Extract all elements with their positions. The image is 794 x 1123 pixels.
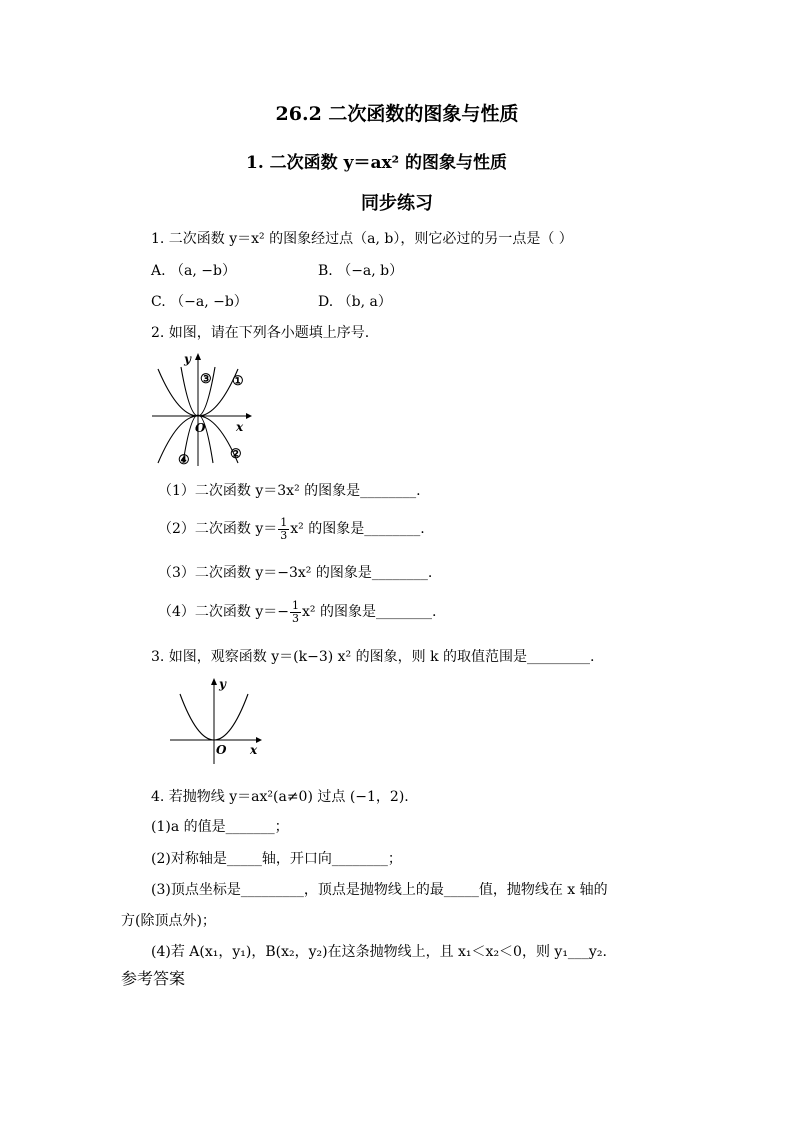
x-axis-arrow-icon — [246, 413, 252, 419]
question-1-option-a: A. （a, −b） — [151, 263, 236, 279]
question-3-figure — [166, 674, 266, 766]
question-2-part-4 — [158, 597, 436, 627]
question-4-part-1: (1)a 的值是_______； — [151, 819, 289, 835]
y-axis-arrow-icon — [195, 353, 201, 360]
page-title: 26.2 二次函数的图象与性质 — [275, 103, 519, 125]
question-2-part-3: （3）二次函数 y＝−3x² 的图象是________. — [158, 565, 433, 581]
curve-label-4: ④ — [178, 453, 190, 468]
fraction-denominator: 3 — [280, 528, 288, 542]
y-axis-arrow-icon — [211, 678, 217, 685]
question-4-stem: 4. 若抛物线 y＝ax²(a≠0) 过点 (−1，2). — [151, 789, 409, 805]
question-2-stem: 2. 如图，请在下列各小题填上序号. — [151, 325, 370, 341]
question-4-part-4: (4)若 A(x₁，y₁)，B(x₂，y₂)在这条抛物线上，且 x₁＜x₂＜0，则 y₁___y₂. — [151, 944, 607, 960]
question-1-option-d: D. （b, a） — [318, 294, 392, 310]
x-axis-label: x — [250, 743, 258, 757]
origin-label: O — [195, 421, 206, 435]
fraction-denominator: 3 — [292, 611, 299, 625]
question-1-option-b: B. （−a, b） — [318, 263, 404, 279]
fraction-one-third — [278, 517, 289, 542]
question-4-part-2: (2)对称轴是_____轴，开口向________； — [151, 851, 402, 867]
curve-label-2: ② — [230, 447, 242, 462]
fraction-one-third — [290, 600, 301, 625]
question-4-part-3-continued: 方(除顶点外)； — [121, 913, 216, 929]
question-2-part-4-prefix: （4）二次函数 y＝− — [158, 604, 289, 620]
question-3-stem: 3. 如图，观察函数 y＝(k−3) x² 的图象，则 k 的取值范围是_________. — [151, 649, 595, 665]
question-2-part-2-suffix: x² 的图象是________. — [290, 521, 425, 537]
exercise-heading: 同步练习 — [361, 193, 433, 214]
y-axis-label: y — [184, 352, 191, 366]
curve-label-1: ① — [232, 374, 244, 389]
origin-label: O — [216, 743, 227, 757]
question-1-stem: 1. 二次函数 y＝x² 的图象经过点（a, b），则它必过的另一点是（ ） — [151, 231, 573, 247]
section-subtitle: 1. 二次函数 y＝ax² 的图象与性质 — [246, 153, 507, 173]
question-2-part-2-prefix: （2）二次函数 y＝ — [158, 521, 278, 537]
question-2-figure — [148, 350, 258, 468]
y-axis-label: y — [219, 677, 226, 691]
answer-heading: 参考答案 — [121, 969, 186, 988]
fraction-numerator: 1 — [292, 598, 299, 612]
question-2-part-2 — [158, 514, 425, 544]
curve-label-3: ③ — [200, 372, 212, 387]
question-4-part-3: (3)顶点坐标是_________，顶点是抛物线上的最_____值，抛物线在 x 轴的 — [151, 882, 608, 898]
fraction-numerator: 1 — [280, 515, 288, 529]
x-axis-label: x — [236, 420, 244, 434]
question-2-part-4-suffix: x² 的图象是________. — [302, 604, 437, 620]
question-1-option-c: C. （−a, −b） — [151, 294, 248, 310]
question-2-part-1: （1）二次函数 y＝3x² 的图象是________. — [158, 483, 421, 499]
